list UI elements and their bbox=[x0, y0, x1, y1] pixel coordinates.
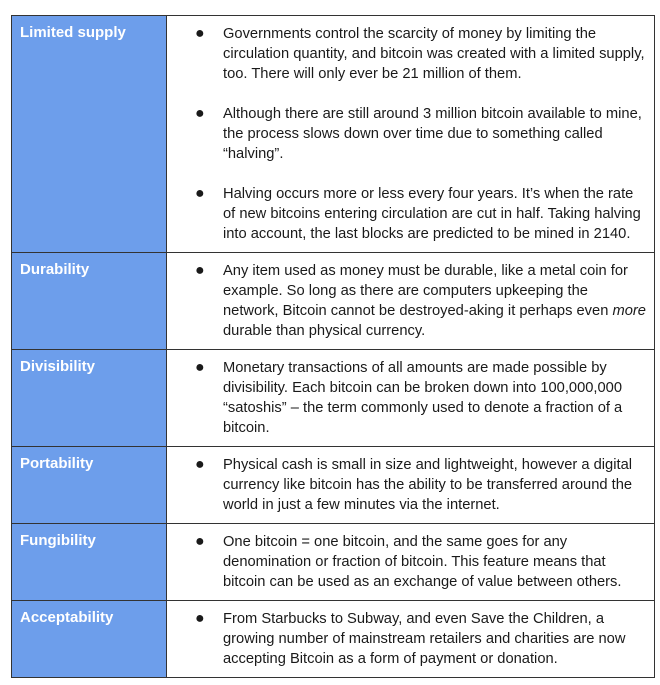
bullet-list bbox=[171, 24, 646, 244]
row-label: Durability bbox=[12, 253, 167, 350]
bullet-text-after: durable than physical currency. bbox=[223, 323, 426, 339]
table-row-fungibility bbox=[12, 524, 655, 601]
row-content bbox=[167, 447, 655, 524]
bullet-icon: ● bbox=[195, 185, 205, 202]
bullet-icon: ● bbox=[195, 262, 205, 279]
row-content bbox=[167, 601, 655, 678]
bullet-text: Monetary transactions of all amounts are made possible by divisibility. Each bitcoin can be broken down into 100,000,000 “satoshis” – the term commonly used to denote a fraction of a bitcoin. bbox=[223, 360, 623, 436]
bullet-text-emphasis: more bbox=[612, 303, 646, 319]
bullet-icon: ● bbox=[195, 105, 205, 122]
table-row-acceptability bbox=[12, 601, 655, 678]
bullet-text: From Starbucks to Subway, and even Save the Children, a growing number of mainstream retailers and charities are now accepting Bitcoin as a form of payment or donation. bbox=[223, 611, 626, 667]
bullet-icon: ● bbox=[195, 456, 205, 473]
bullet-icon: ● bbox=[195, 533, 205, 550]
row-content bbox=[167, 350, 655, 447]
list-item bbox=[171, 532, 646, 592]
table-row-divisibility bbox=[12, 350, 655, 447]
list-item bbox=[171, 455, 646, 515]
row-content bbox=[167, 16, 655, 253]
list-item bbox=[171, 358, 646, 438]
bullet-text: Physical cash is small in size and lightweight, however a digital currency like bitcoin has the ability to be transferred around the world in just a few minutes via the internet. bbox=[223, 457, 633, 513]
table-row-portability bbox=[12, 447, 655, 524]
row-label: Portability bbox=[12, 447, 167, 524]
list-item bbox=[171, 609, 646, 669]
row-label: Divisibility bbox=[12, 350, 167, 447]
bullet-text: One bitcoin = one bitcoin, and the same goes for any denomination or fraction of bitcoin. This feature means that bitcoin can be used as an exchange of value between others. bbox=[223, 534, 622, 590]
row-label: Limited supply bbox=[12, 16, 167, 253]
list-item bbox=[171, 261, 646, 341]
row-content bbox=[167, 524, 655, 601]
bullet-icon: ● bbox=[195, 359, 205, 376]
list-item bbox=[171, 24, 646, 84]
bullet-list bbox=[171, 261, 646, 341]
bullet-list bbox=[171, 358, 646, 438]
bullet-text: Although there are still around 3 million bitcoin available to mine, the process slows down over time due to something called “halving”. bbox=[223, 106, 642, 162]
bitcoin-properties-table bbox=[11, 15, 655, 678]
row-label: Fungibility bbox=[12, 524, 167, 601]
bullet-list bbox=[171, 609, 646, 669]
bullet-text: Governments control the scarcity of money by limiting the circulation quantity, and bitcoin was created with a limited supply, too. There will only ever be 21 million of them. bbox=[223, 26, 645, 82]
bullet-icon: ● bbox=[195, 610, 205, 627]
row-label: Acceptability bbox=[12, 601, 167, 678]
row-content bbox=[167, 253, 655, 350]
bullet-text: Halving occurs more or less every four years. It’s when the rate of new bitcoins entering circulation are cut in half. Taking halving into account, the last blocks are predicted to be mined in 2140. bbox=[223, 186, 641, 242]
bullet-text-before: Any item used as money must be durable, like a metal coin for example. So long as there are computers upkeeping the network, Bitcoin cannot be destroyed-aking it perhaps even bbox=[223, 263, 628, 319]
list-item bbox=[171, 104, 646, 164]
list-item bbox=[171, 184, 646, 244]
table-row-durability bbox=[12, 253, 655, 350]
bullet-list bbox=[171, 455, 646, 515]
bullet-icon: ● bbox=[195, 25, 205, 42]
table-row-limited-supply bbox=[12, 16, 655, 253]
bullet-list bbox=[171, 532, 646, 592]
